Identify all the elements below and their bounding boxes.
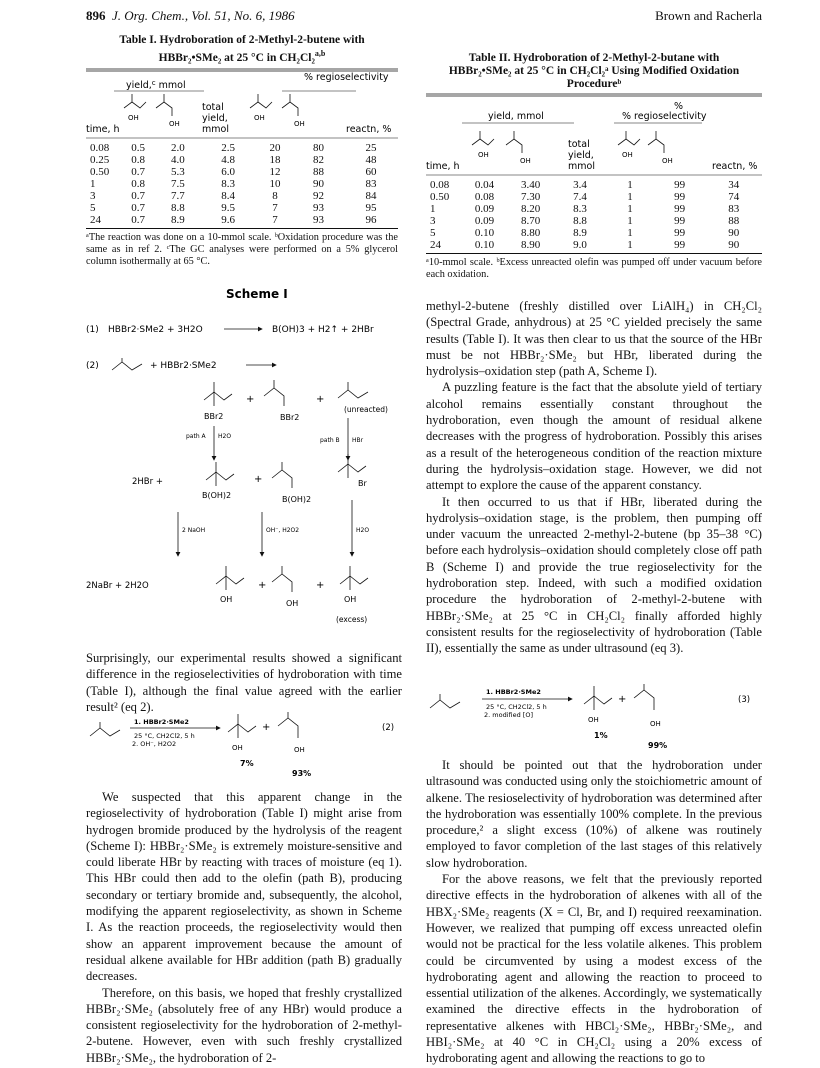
col-total: total xyxy=(202,101,224,113)
tert-borane-structure xyxy=(204,382,232,406)
table-cell: 8.3 xyxy=(573,203,587,215)
table-cell: 34 xyxy=(728,179,740,191)
regio-group-label: % regioselectivity xyxy=(304,71,389,83)
sec-alcohol-structure-2 xyxy=(648,131,664,153)
svg-text:2. modified [O]: 2. modified [O] xyxy=(484,711,533,719)
table-cell: 48 xyxy=(365,153,377,166)
tert-alcohol-structure-2 xyxy=(618,131,640,145)
svg-text:+: + xyxy=(258,580,267,591)
svg-text:%: % xyxy=(674,101,684,112)
scheme-1 xyxy=(86,287,406,635)
table-cell: 8.9 xyxy=(573,227,587,239)
col-reactn: reactn, % xyxy=(346,123,392,135)
table-2 xyxy=(426,52,762,281)
table-row xyxy=(426,239,762,251)
svg-text:BBr2: BBr2 xyxy=(204,412,224,421)
table-cell: 9.0 xyxy=(573,239,587,251)
paragraph: A puzzling feature is the fact that the absolute yield of tertiary alcohol remains essentially constant throughout the hydroboration, even though the amount of residual alkene decreases with the progress of hydroboration. Possibly this arises as a result of the heterogeneous condition of the reaction mixture during the hydrolysis–oxidation stage. However, we did not attempt to explore the cause of the apparent constancy. xyxy=(426,380,762,493)
right-column-upper xyxy=(426,298,762,657)
table-cell: 1 xyxy=(627,191,633,203)
table-cell: 5.3 xyxy=(171,165,185,178)
table-cell: 99 xyxy=(674,215,686,227)
right-column-lower xyxy=(426,757,762,1067)
sec-alcohol-structure-1 xyxy=(156,94,172,116)
table-cell: 60 xyxy=(365,165,377,178)
svg-text:OH: OH xyxy=(622,151,633,159)
sec-borane-structure xyxy=(264,380,284,406)
table-cell: 99 xyxy=(674,203,686,215)
table-cell: 3.4 xyxy=(573,179,587,191)
pct-tert: 7% xyxy=(240,759,254,768)
table-cell: 7 xyxy=(272,213,278,226)
equation-2 xyxy=(86,712,402,786)
table-cell: 99 xyxy=(674,179,686,191)
table-cell: 0.7 xyxy=(131,165,146,178)
regio-group-label: % regioselectivity xyxy=(622,111,707,122)
alkene-structure xyxy=(338,382,368,398)
eq-number: (3) xyxy=(738,695,751,705)
svg-text:OH: OH xyxy=(294,746,305,754)
table-cell: 1 xyxy=(90,177,96,190)
pct-tert: 1% xyxy=(594,731,608,740)
svg-text:OH: OH xyxy=(650,720,661,728)
table-row xyxy=(86,166,398,178)
table-cell: 3 xyxy=(430,215,436,227)
table-cell: 7.30 xyxy=(521,191,541,203)
svg-text:2HBr +: 2HBr + xyxy=(132,477,163,487)
table-cell: 8.80 xyxy=(521,227,541,239)
pct-sec: 93% xyxy=(292,769,312,778)
tert-alcohol-structure xyxy=(340,566,368,590)
table-cell: 7.7 xyxy=(171,189,185,202)
tert-alcohol-structure xyxy=(228,714,256,738)
col-time: time, h xyxy=(86,123,120,135)
table-row xyxy=(86,202,398,214)
svg-text:1. HBBr2·SMe2: 1. HBBr2·SMe2 xyxy=(486,688,541,696)
svg-text:1. HBBr2·SMe2: 1. HBBr2·SMe2 xyxy=(134,718,189,726)
table-cell: 8 xyxy=(272,189,278,202)
tert-alcohol-structure-1 xyxy=(124,94,146,108)
table-cell: 24 xyxy=(430,239,441,251)
pct-sec: 99% xyxy=(648,741,668,750)
svg-text:H2O: H2O xyxy=(218,433,232,440)
table-cell: 0.5 xyxy=(131,141,146,154)
table-cell: 0.08 xyxy=(430,179,450,191)
table-cell: 74 xyxy=(728,191,740,203)
table-row xyxy=(426,227,762,239)
table-row xyxy=(86,154,398,166)
yield-group-label: yield, mmol xyxy=(488,111,544,122)
svg-text:+: + xyxy=(246,394,255,405)
table-row xyxy=(86,142,398,154)
sec-alcohol-structure-1 xyxy=(506,131,522,153)
svg-text:OH: OH xyxy=(220,595,233,604)
tert-bromide-structure xyxy=(338,454,366,478)
table-cell: 0.10 xyxy=(474,239,495,251)
col-time: time, h xyxy=(426,161,460,172)
table-cell: 0.7 xyxy=(131,189,146,202)
authors: Brown and Racherla xyxy=(655,8,762,23)
svg-text:OH: OH xyxy=(286,599,299,608)
svg-text:OH: OH xyxy=(232,744,243,752)
table-row xyxy=(86,190,398,202)
svg-text:OH: OH xyxy=(662,157,673,165)
table-cell: 8.70 xyxy=(521,215,541,227)
table-cell: 0.09 xyxy=(474,203,495,215)
table-1-body xyxy=(86,142,398,226)
tert-alcohol-structure xyxy=(584,686,612,710)
table-cell: 95 xyxy=(365,201,377,214)
table-cell: 5 xyxy=(430,227,436,239)
table-cell: 99 xyxy=(674,227,686,239)
table-cell: 2.0 xyxy=(171,141,185,154)
svg-text:2. OH⁻, H2O2: 2. OH⁻, H2O2 xyxy=(132,740,177,748)
svg-text:OH: OH xyxy=(520,157,531,165)
table-row xyxy=(426,191,762,203)
table-cell: 0.7 xyxy=(131,201,146,214)
eq-number: (2) xyxy=(382,723,395,733)
oh-label: OH xyxy=(294,119,305,128)
eq2-label: (2) xyxy=(86,361,99,371)
eq1-left: HBBr2·SMe2 + 3H2O xyxy=(108,325,203,335)
table-cell: 0.25 xyxy=(90,153,110,166)
paragraph: For the above reasons, we felt that the previously reported directive effects in the hydroboration of alkenes with all of the HBX₂·SMe₂ reagents (X = Cl, Br, and I) required reexamination. However, we realized that pumping off excess unreacted olefin would not be practical for the less volatile alkenes. This problem could be circumvented by using a modest excess of the hydroborating agent and allowing the reaction to proceed to essential utilization of the alkenes. Accordingly, we systematically examined the directive effects in the hydroboration of representative alkenes with HBCl₂·SMe₂, HBBr₂·SMe₂, and HBI₂·SMe₂ at 40 °C in CH₂Cl₂ using a 20% excess of hydroborating agent and allowing the reactions to go to xyxy=(426,872,762,1066)
table-row xyxy=(426,203,762,215)
table-cell: 0.50 xyxy=(430,191,450,203)
svg-text:25 °C, CH2Cl2, 5 h: 25 °C, CH2Cl2, 5 h xyxy=(134,732,195,740)
eq1-right: B(OH)3 + H2↑ + 2HBr xyxy=(272,325,374,335)
table-cell: 6.0 xyxy=(221,165,235,178)
svg-text:H2O: H2O xyxy=(356,527,370,534)
table-cell: 24 xyxy=(90,213,101,226)
excess-label: (excess) xyxy=(336,615,368,624)
svg-text:+: + xyxy=(316,580,325,591)
table-cell: 88 xyxy=(313,165,324,178)
sec-boronic-structure xyxy=(272,462,292,488)
table-cell: 20 xyxy=(269,141,281,154)
table-cell: 25 xyxy=(365,141,377,154)
svg-text:B(OH)2: B(OH)2 xyxy=(202,491,232,500)
table-cell: 84 xyxy=(365,189,377,202)
table-cell: 9.5 xyxy=(221,201,235,214)
journal-citation: J. Org. Chem., Vol. 51, No. 6, 1986 xyxy=(112,8,295,23)
yield-group-label: yield,$^c$ mmol xyxy=(126,78,186,91)
svg-text:+: + xyxy=(618,694,627,705)
table-cell: 8.8 xyxy=(171,201,185,214)
table-cell: 93 xyxy=(313,213,324,226)
svg-text:total: total xyxy=(568,139,590,150)
table-cell: 8.20 xyxy=(521,203,541,215)
svg-text:2 NaOH: 2 NaOH xyxy=(182,527,206,534)
equation-3 xyxy=(426,682,762,754)
table-cell: 0.50 xyxy=(90,165,110,178)
svg-text:yield,: yield, xyxy=(202,112,228,124)
paragraph: Therefore, on this basis, we hoped that freshly crystallized HBBr₂·SMe₂ (absolutely free of any HBr) would produce a consistent regioselectivity for the hydroboration of 2-methyl-2-butene. However, even with such freshly crystallized HBBr₂·SMe₂, the hydroboration of 2- xyxy=(86,985,402,1065)
table-cell: 7.4 xyxy=(573,191,587,203)
table-cell: 88 xyxy=(728,215,740,227)
left-column-lower xyxy=(86,789,402,1066)
oh-label: OH xyxy=(128,113,139,122)
table-cell: 2.5 xyxy=(221,141,235,154)
table-cell: 90 xyxy=(728,227,740,239)
tert-alcohol-structure-2 xyxy=(250,94,272,108)
paragraph: It then occurred to us that if HBr, liberated during the hydrolysis–oxidation stage, is the problem, then pumping off under vacuum the unreacted 2-methyl-2-butene (bp 35–38 °C) before each hydrolysis–oxidation should completely close off path B (Scheme I) and provide the true regioselectivity for the hydroboration step. Indeed, with such a modified oxidation procedure the hydroboration of 2-methyl-2-butene with HBBr₂·SMe₂ at 25 °C in CH₂Cl₂ finally afforded highly consistent results for the regioselectivity of hydroboration (Table II), essentially the same as under ultrasound (eq 3). xyxy=(426,494,762,656)
sec-alcohol-structure xyxy=(272,566,292,592)
table-cell: 99 xyxy=(674,191,686,203)
svg-text:+: + xyxy=(316,394,325,405)
table-2-footnote: ᵃ10-mmol scale. ᵇExcess unreacted olefin was pumped off under vacuum before each oxidation. xyxy=(426,257,762,280)
table-cell: 1 xyxy=(627,239,633,251)
table-cell: 1 xyxy=(627,215,633,227)
table-cell: 92 xyxy=(313,189,324,202)
table-cell: 82 xyxy=(313,153,324,166)
sec-alcohol-structure xyxy=(278,712,298,738)
page-number: 896 xyxy=(86,8,106,23)
table-cell: 1 xyxy=(430,203,436,215)
sec-alcohol-structure xyxy=(634,684,654,710)
alkene-structure xyxy=(112,358,142,370)
svg-text:25 °C, CH2Cl2, 5 h: 25 °C, CH2Cl2, 5 h xyxy=(486,703,547,711)
alkene-structure xyxy=(90,722,120,736)
table-cell: 1 xyxy=(627,203,633,215)
col-reactn: reactn, % xyxy=(712,161,758,172)
svg-text:2NaBr + 2H2O: 2NaBr + 2H2O xyxy=(86,581,149,591)
table-2-body xyxy=(426,179,762,251)
table-cell: 9.6 xyxy=(221,213,235,226)
svg-text:OH: OH xyxy=(588,716,599,724)
table-cell: 3 xyxy=(90,189,96,202)
col-total: mmol xyxy=(568,161,595,172)
scheme-title: Scheme I xyxy=(226,287,288,301)
table-cell: 99 xyxy=(674,239,686,251)
table-cell: 1 xyxy=(627,179,633,191)
table-cell: 7 xyxy=(272,201,278,214)
svg-text:path B: path B xyxy=(320,437,340,444)
table-cell: 1 xyxy=(627,227,633,239)
paragraph: It should be pointed out that the hydroboration under ultrasound was conducted using only the stoichiometric amount of alkene. The resioselectivity of hydroboration was determined after the hydroboration was essentially 100% complete. In the previous procedure,² a slight excess (10%) of alkene was routinely employed to favor completion of the last stages of this relatively slow hydroboration. xyxy=(426,758,762,870)
table-cell: 90 xyxy=(728,239,740,251)
oh-label: OH xyxy=(169,119,180,128)
table-1-footnote: ᵃThe reaction was done on a 10-mmol scale. ᵇOxidation procedure was the same as in ref 2. ᶜThe GC analyses were performed on a 5% glycerol column isothermally at 65 °C. xyxy=(86,231,398,267)
table-cell: 0.8 xyxy=(131,153,146,166)
table-cell: 12 xyxy=(269,165,281,178)
svg-text:+: + xyxy=(254,474,263,485)
table-cell: 3.40 xyxy=(521,179,541,191)
table-cell: 8.9 xyxy=(171,213,185,226)
eq1-label: (1) xyxy=(86,325,99,335)
table-1 xyxy=(86,34,398,268)
svg-text:B(OH)2: B(OH)2 xyxy=(282,495,312,504)
svg-text:BBr2: BBr2 xyxy=(280,413,300,422)
eq2-reagent: + HBBr2·SMe2 xyxy=(150,361,217,371)
table-1-header xyxy=(86,68,398,142)
oh-label: OH xyxy=(254,113,265,122)
table-cell: 18 xyxy=(269,153,281,166)
svg-text:path A: path A xyxy=(186,433,206,440)
paragraph: Surprisingly, our experimental results showed a significant difference in the regioselectivities of hydroboration with time (Table I), although the final value agreed with the earlier result² (eq 2). xyxy=(86,651,402,714)
table-cell: 4.8 xyxy=(221,153,235,166)
table-cell: 8.3 xyxy=(221,177,235,190)
tert-alcohol-structure xyxy=(216,566,244,590)
svg-text:OH: OH xyxy=(344,595,357,604)
table-cell: 0.08 xyxy=(474,191,495,203)
svg-text:yield,: yield, xyxy=(568,150,594,161)
table-cell: 90 xyxy=(313,177,324,190)
svg-text:OH: OH xyxy=(478,151,489,159)
paragraph: methyl-2-butene (freshly distilled over LiAlH₄) in CH₂Cl₂ (Spectral Grade, anhydrous) at 25 °C yielded precisely the same results (Table I). It was then clear to us that the source of the HBr must be not HBBr₂·SMe₂ but HBr, liberated during the hydrolysis–oxidation step (path A, Scheme I). xyxy=(426,299,762,379)
table-cell: 8.90 xyxy=(521,239,541,251)
table-cell: 96 xyxy=(365,213,377,226)
table-cell: 10 xyxy=(269,177,281,190)
sec-alcohol-structure-2 xyxy=(282,94,298,116)
table-cell: 8.4 xyxy=(221,189,235,202)
table-2-caption: Table II. Hydroboration of 2-Methyl-2-butane with HBBr₂•SMe₂ at 25 °C in CH₂Cl₂ᵃ Using Modified Oxidation Procedureᵇ xyxy=(448,52,740,90)
table-cell: 0.08 xyxy=(90,141,110,154)
table-cell: 5 xyxy=(90,201,96,214)
table-cell: 0.09 xyxy=(474,215,495,227)
table-row xyxy=(86,178,398,190)
table-cell: 83 xyxy=(728,203,740,215)
table-cell: 0.8 xyxy=(131,177,146,190)
tert-boronic-structure xyxy=(206,462,234,486)
table-cell: 0.04 xyxy=(474,179,495,191)
svg-text:mmol: mmol xyxy=(202,123,229,135)
table-1-caption: Table I. Hydroboration of 2-Methyl-2-butene with HBBr₂•SMe₂ at 25 °C in CH₂Cl₂$^{a,b}$ xyxy=(119,34,365,64)
paragraph: We suspected that this apparent change in the regioselectivity of hydroboration (Table I) might arise from hydrogen bromide produced by the hydrolysis of the reagent (Scheme I): HBBr₂·SMe₂ is extremely moisture-sensitive and could liberate HBr by reacting with traces of moisture (eq 1). This HBr could then add to the olefin (path B), producing secondary or tertiary bromide and, subsequently, the alcohol, modifying the apparent regioselectivity, as shown in Scheme I. As the reaction proceeds, the regioselectivity would then show an apparent improvement because the amount of residual alkene available for HBr addition (path B) gradually decreases. xyxy=(86,790,402,984)
table-cell: 4.0 xyxy=(171,153,185,166)
table-cell: 7.5 xyxy=(171,177,185,190)
table-cell: 80 xyxy=(313,141,324,154)
svg-text:Br: Br xyxy=(358,479,367,488)
table-cell: 83 xyxy=(365,177,377,190)
table-cell: 0.10 xyxy=(474,227,495,239)
svg-text:HBr: HBr xyxy=(352,437,364,444)
table-cell: 0.7 xyxy=(131,213,146,226)
svg-text:OH⁻, H2O2: OH⁻, H2O2 xyxy=(266,527,300,534)
svg-text:+: + xyxy=(262,722,271,733)
table-row xyxy=(426,215,762,227)
table-cell: 8.8 xyxy=(573,215,587,227)
unreacted-label: (unreacted) xyxy=(344,405,388,414)
left-column-upper xyxy=(86,650,402,715)
table-2-header xyxy=(426,93,762,179)
alkene-structure xyxy=(430,694,460,708)
tert-alcohol-structure-1 xyxy=(472,131,494,145)
table-row xyxy=(426,179,762,191)
table-row xyxy=(86,214,398,226)
table-cell: 93 xyxy=(313,201,324,214)
